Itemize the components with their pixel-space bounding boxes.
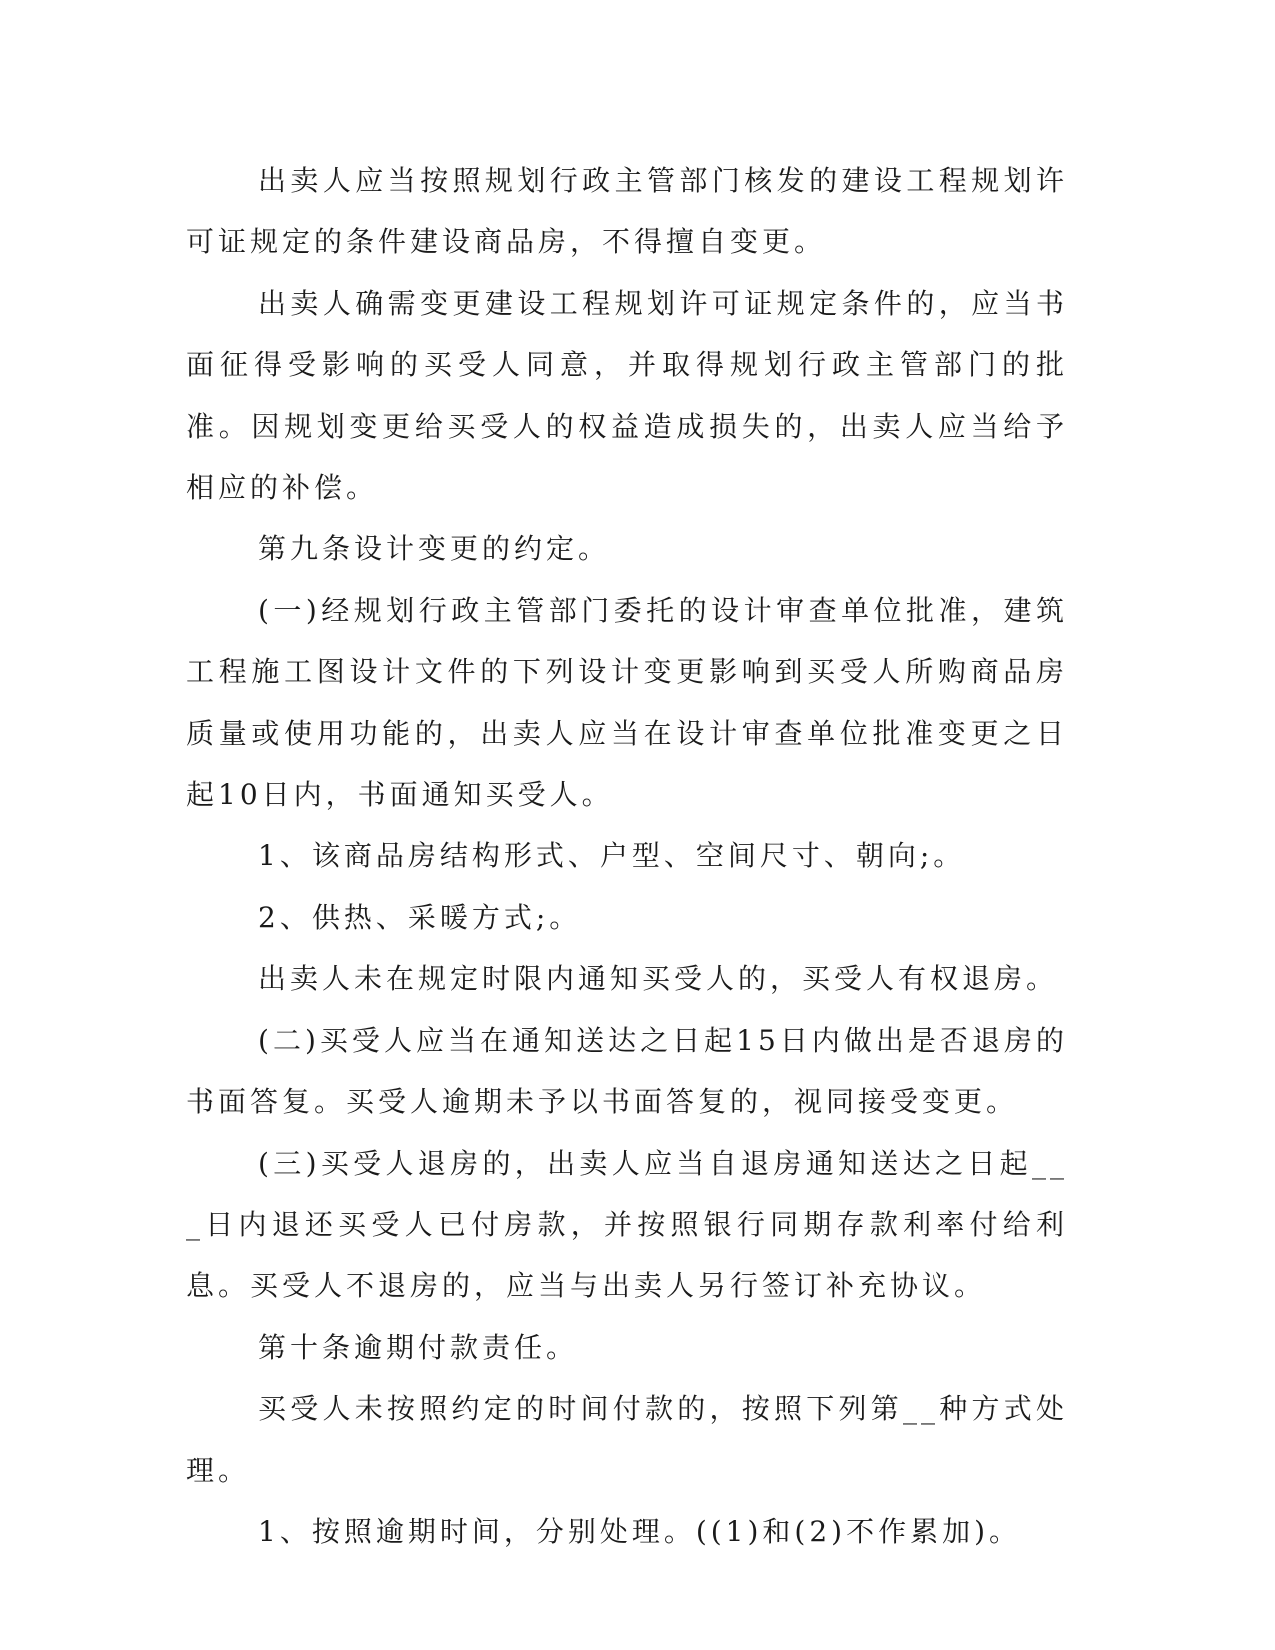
list-item-overdue: 1、按照逾期时间，分别处理。((1)和(2)不作累加)。 bbox=[258, 1514, 1021, 1548]
list-item-heating: 2、供热、采暖方式;。 bbox=[258, 900, 582, 934]
paragraph-late-payment: 买受人未按照约定的时间付款的，按照下列第__种方式处理。 bbox=[186, 1392, 1068, 1487]
clause-1-design-change: (一)经规划行政主管部门委托的设计审查单位批准，建筑工程施工图设计文件的下列设计变更影响到买受人所购商品房质量或使用功能的，出卖人应当在设计审查单位批准变更之日起10日内，书面通知买受人。 bbox=[186, 593, 1068, 812]
clause-3-refund: (三)买受人退房的，出卖人应当自退房通知送达之日起___日内退还买受人已付房款，并按照银行同期存款利率付给利息。买受人不退房的，应当与出卖人另行签订补充协议。 bbox=[186, 1146, 1068, 1303]
paragraph-planning-change: 出卖人确需变更建设工程规划许可证规定条件的，应当书面征得受影响的买受人同意，并取得规划行政主管部门的批准。因规划变更给买受人的权益造成损失的，出卖人应当给予相应的补偿。 bbox=[186, 286, 1068, 505]
paragraph-planning-compliance: 出卖人应当按照规划行政主管部门核发的建设工程规划许可证规定的条件建设商品房，不得擅自变更。 bbox=[186, 164, 1068, 259]
document-body bbox=[186, 150, 1068, 1562]
paragraph-refund-right: 出卖人未在规定时限内通知买受人的，买受人有权退房。 bbox=[258, 962, 1059, 996]
article-10-heading: 第十条逾期付款责任。 bbox=[258, 1330, 579, 1364]
article-9-heading: 第九条设计变更的约定。 bbox=[258, 532, 611, 566]
list-item-structure: 1、该商品房结构形式、户型、空间尺寸、朝向;。 bbox=[258, 839, 966, 873]
clause-2-reply: (二)买受人应当在通知送达之日起15日内做出是否退房的书面答复。买受人逾期未予以书面答复的，视同接受变更。 bbox=[186, 1023, 1068, 1119]
